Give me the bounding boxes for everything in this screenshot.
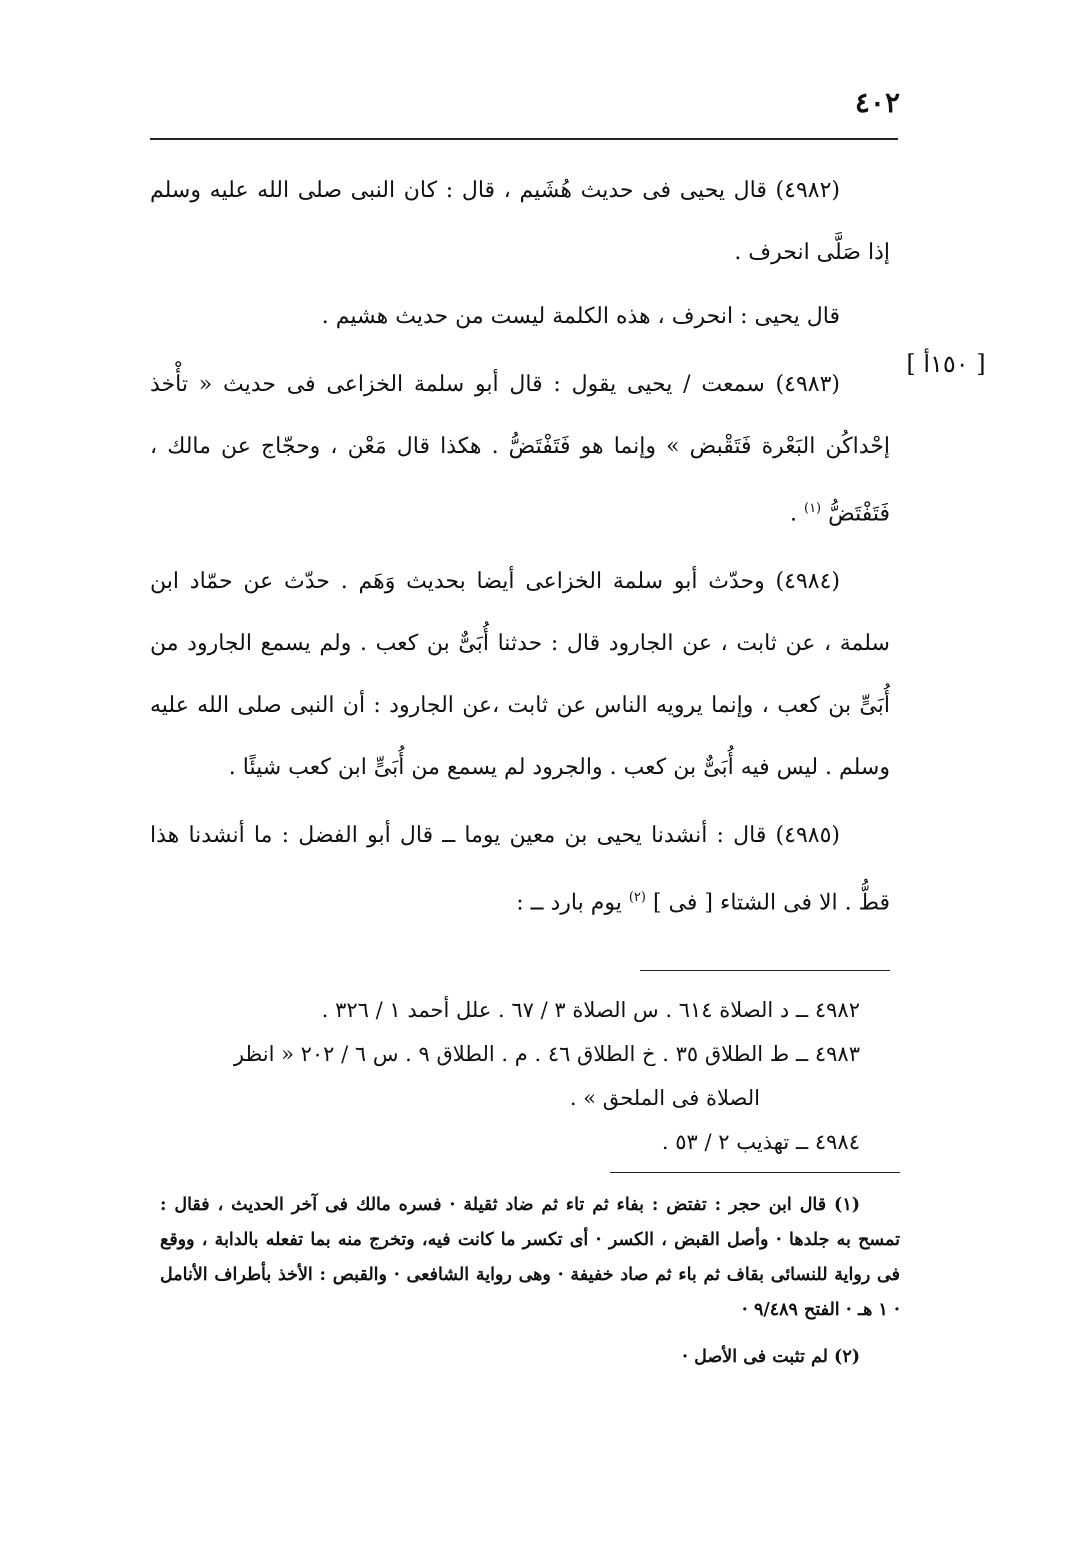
main-text (150, 160, 890, 941)
paragraph-4985 (150, 805, 890, 934)
paragraph-4985-end: يوم بارد ــ : (516, 890, 629, 916)
reference-4982: ٤٩٨٢ ــ د الصلاة ٦١٤ . س الصلاة ٣ / ٦٧ . علل أحمد ١ / ٣٢٦ . (321, 998, 860, 1022)
paragraph-4983-end: . (789, 501, 804, 527)
reference-4983: ٤٩٨٣ ــ ط الطلاق ٣٥ . خ الطلاق ٤٦ . م . الطلاق ٩ . س ٦ / ٢٠٢ « انظر (233, 1042, 860, 1066)
footnote-marker-2: (٢) (628, 890, 646, 906)
paragraph-4984: (٤٩٨٤) وحدّث أبو سلمة الخزاعى أيضا بحديث وَهَم . حدّث عن حمّاد ابن سلمة ، عن ثابت ، عن الجارود قال : حدثنا أُبَىٌّ بن كعب . ولم يسمع الجارود من أُبَىٍّ بن كعب ، وإنما يرويه الناس عن ثابت ،عن الجارود : أن النبى صلى الله عليه وسلم . ليس فيه أُبَىٌّ بن كعب . والجرود لم يسمع من أُبَىٍّ ابن كعب شيئًا . (150, 569, 890, 781)
margin-folio-reference: [ ١٥٠أ ] (906, 350, 986, 378)
paragraph-4985-text: (٤٩٨٥) قال : أنشدنا يحيى بن معين يوما ــ قال أبو الفضل : ما أنشدنا هذا قطُّ . الا فى الشتاء [ فى ] (150, 823, 890, 916)
paragraph-yahya-comment: قال يحيى : انحرف ، هذه الكلمة ليست من حديث هشيم . (321, 304, 840, 329)
footnote-marker-1: (١) (803, 501, 822, 516)
footnotes (160, 1188, 900, 1375)
source-references (160, 988, 860, 1164)
reference-4983-continued: الصلاة فى الملحق » . (569, 1086, 760, 1110)
footnote-1: (١) قال ابن حجر : تفتض : بفاء ثم تاء ثم ضاد ثقيلة · فسره مالك فى آخر الحديث ، فقال : تمسح به جلدها · وأصل القبض ، الكسر · أى تكسر ما كانت فيه، وتخرج منه بما تفعله بالدابة ، ووقع فى رواية للنسائى بقاف ثم باء ثم صاد خفيفة · وهى رواية الشافعى · والقبص : الأخذ بأطراف الأنامل · ١ هـ · الفتح ٩/٤٨٩ · (160, 1195, 900, 1320)
footnote-2: (٢) لم تثبت فى الأصل · (681, 1347, 860, 1367)
footnotes-divider (610, 1172, 900, 1173)
reference-4984: ٤٩٨٤ ــ تهذيب ٢ / ٥٣ . (661, 1130, 860, 1154)
page-number: ٤٠٢ (854, 86, 900, 119)
paragraph-4983-text: (٤٩٨٣) سمعت / يحيى يقول : قال أبو سلمة الخزاعى فى حديث « تأْخذ إحْداكُن البَعْرة فَتَقْبض » وإنما هو فَتَفْتَضُّ . هكذا قال مَعْن ، وحجّاج عن مالك ، فَتَفْتَضُّ (150, 372, 890, 527)
references-divider (640, 970, 890, 971)
header-divider (150, 138, 898, 140)
paragraph-4982: (٤٩٨٢) قال يحيى فى حديث هُشَيم ، قال : كان النبى صلى الله عليه وسلم إذا صَلَّى انحرف . (150, 178, 890, 265)
paragraph-4983 (150, 354, 890, 545)
